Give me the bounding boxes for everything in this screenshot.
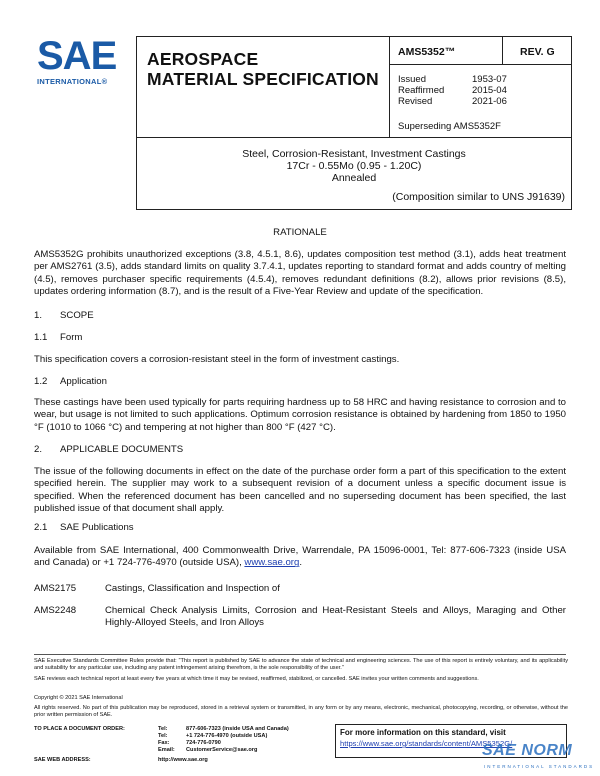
section-title: SAE Publications	[60, 522, 134, 533]
standard-url-link[interactable]: https://www.sae.org/standards/content/AMS5352G/	[340, 739, 513, 748]
applicable-documents-text: The issue of the following documents in effect on the date of the purchase order form a part of this specification to the extent specified herein. The supplier may work to a subsequent revision of a document unless a specific document issue is specified. When the referenced document has been cancelled and no superseding document has been specified, the last published issue of that document shall apply.	[34, 466, 566, 515]
section-heading	[34, 332, 82, 343]
web-url[interactable]: http://www.sae.org	[158, 757, 208, 763]
section-number: 2.	[34, 444, 43, 455]
web-label: SAE WEB ADDRESS:	[34, 757, 91, 763]
date-label: Reaffirmed	[398, 85, 445, 96]
footer-divider	[34, 654, 566, 655]
section-number: 1.2	[34, 376, 48, 387]
section-title: SCOPE	[60, 310, 94, 321]
watermark-text: SAE NORM	[482, 742, 573, 759]
publications-address: Available from SAE International, 400 Commonwealth Drive, Warrendale, PA 15096-0001, Tel: 877-606-7323 (inside USA and Canada) or +1 724-776-4970 (outside USA),	[34, 545, 566, 569]
contact-key: Tel:	[158, 726, 168, 732]
section-number: 1.	[34, 310, 43, 321]
contact-row	[34, 726, 289, 733]
contact-value: 724-776-0790	[186, 740, 221, 746]
subject-line-3: Annealed	[331, 172, 377, 184]
contact-key: Fax:	[158, 740, 170, 746]
date-row	[398, 85, 568, 96]
contact-value: +1 724-776-4970 (outside USA)	[186, 733, 268, 739]
date-row	[398, 96, 568, 107]
title-line-2: MATERIAL SPECIFICATION	[147, 69, 379, 89]
reference-item	[34, 583, 566, 595]
web-address	[34, 757, 208, 763]
document-header	[136, 36, 572, 138]
application-text: These castings have been used typically for parts requiring hardness up to 58 HRC and having resistance to corrosion and to wear, but usage is not limited to such applications. Optimum corrosion resistance is obtained by hardening from 1850 to 1950 °F (1010 to 1066 °C) and tempering at not higher than 800 °F (427 °C).	[34, 397, 566, 433]
copyright-text: Copyright © 2021 SAE International	[34, 695, 123, 701]
date-value: 2021-06	[472, 96, 507, 107]
subject-line-1: Steel, Corrosion-Resistant, Investment Castings	[242, 148, 466, 160]
rights-text: All rights reserved. No part of this publication may be reproduced, stored in a retrieval system or transmitted, in any form or by any means, electronic, mechanical, photocopying, recording, or otherwise, without the prior written permission of SAE.	[34, 705, 568, 718]
reference-code: AMS2175	[34, 583, 77, 594]
reference-description: Castings, Classification and Inspection of	[105, 583, 280, 594]
contact-row	[34, 747, 289, 754]
sae-logo	[37, 36, 121, 86]
document-meta	[390, 37, 571, 137]
sae-website-link[interactable]: www.sae.org	[244, 557, 300, 569]
section-heading	[34, 522, 134, 533]
contact-value: 877-606-7323 (inside USA and Canada)	[186, 726, 289, 732]
reference-description: Chemical Check Analysis Limits, Corrosion and Heat-Resistant Steels and Alloys, Maraging and Other Highly-Alloyed Steels, and Iron Alloys	[105, 605, 566, 629]
section-number: 2.1	[34, 522, 48, 533]
watermark-subtext: INTERNATIONAL STANDARDS	[484, 764, 595, 769]
review-text: SAE reviews each technical report at least every five years at which time it may be revised, reaffirmed, stabilized, or cancelled. SAE invites your written comments and suggestions.	[34, 676, 479, 682]
order-label: TO PLACE A DOCUMENT ORDER:	[34, 726, 125, 732]
document-number: AMS5352™	[390, 37, 503, 65]
date-row	[398, 74, 568, 85]
contact-row	[34, 740, 289, 747]
watermark	[482, 742, 600, 776]
date-value: 2015-04	[472, 85, 507, 96]
order-contacts	[34, 726, 289, 754]
subject-box	[136, 138, 572, 210]
document-type-title	[137, 37, 390, 137]
reference-code: AMS2248	[34, 605, 77, 616]
section-heading	[34, 376, 107, 387]
contact-key: Tel:	[158, 733, 168, 739]
rationale-text: AMS5352G prohibits unauthorized exceptions (3.8, 4.5.1, 8.6), updates composition test method (3.1), adds heat treatment per AMS2761 (3.5), adds standard limits on quality 3.7.4.1, updates reporting to standard format and adds country of melting (4.5), removes purchaser specific requirements (4.5.4), removes redundant definitions (8.2), allows prior revisions (8.5), updates ordering information (8.7), and is the result of a Five-Year Review and update of the specification.	[34, 249, 566, 298]
logo-subtitle: INTERNATIONAL®	[37, 77, 108, 86]
subject-line-2: 17Cr - 0.55Mo (0.95 - 1.20C)	[286, 160, 422, 172]
contact-row	[34, 733, 289, 740]
logo-mark: SAE	[37, 34, 117, 78]
section-number: 1.1	[34, 332, 48, 343]
publications-end: .	[299, 557, 302, 569]
section-title: APPLICABLE DOCUMENTS	[60, 444, 184, 455]
section-title: Form	[60, 332, 83, 343]
form-text: This specification covers a corrosion-resistant steel in the form of investment castings.	[34, 354, 400, 365]
title-line-1: AEROSPACE	[147, 49, 259, 69]
contact-key: Email:	[158, 747, 175, 753]
committee-rules-text: SAE Executive Standards Committee Rules provide that: “This report is published by SAE to advance the state of technical and engineering sciences. The use of this report is entirely voluntary, and its applicability and suitability for any particular use, including any patent infringement arising therefrom, is the sole responsibility of the user.”	[34, 658, 568, 671]
sae-publications-text	[34, 545, 566, 570]
superseding-note: Superseding AMS5352F	[398, 121, 501, 132]
date-value: 1953-07	[472, 74, 507, 85]
more-info-title: For more information on this standard, visit	[340, 728, 506, 737]
section-title: Application	[60, 376, 107, 387]
date-label: Revised	[398, 96, 433, 107]
revision-label: REV. G	[503, 37, 571, 65]
section-heading	[34, 444, 183, 455]
section-heading	[34, 310, 94, 321]
composition-note: (Composition similar to UNS J91639)	[392, 191, 565, 203]
contact-email[interactable]: CustomerService@sae.org	[186, 747, 258, 753]
date-label: Issued	[398, 74, 426, 85]
reference-item	[34, 605, 566, 630]
date-history	[398, 74, 568, 107]
rationale-heading: RATIONALE	[273, 227, 327, 238]
